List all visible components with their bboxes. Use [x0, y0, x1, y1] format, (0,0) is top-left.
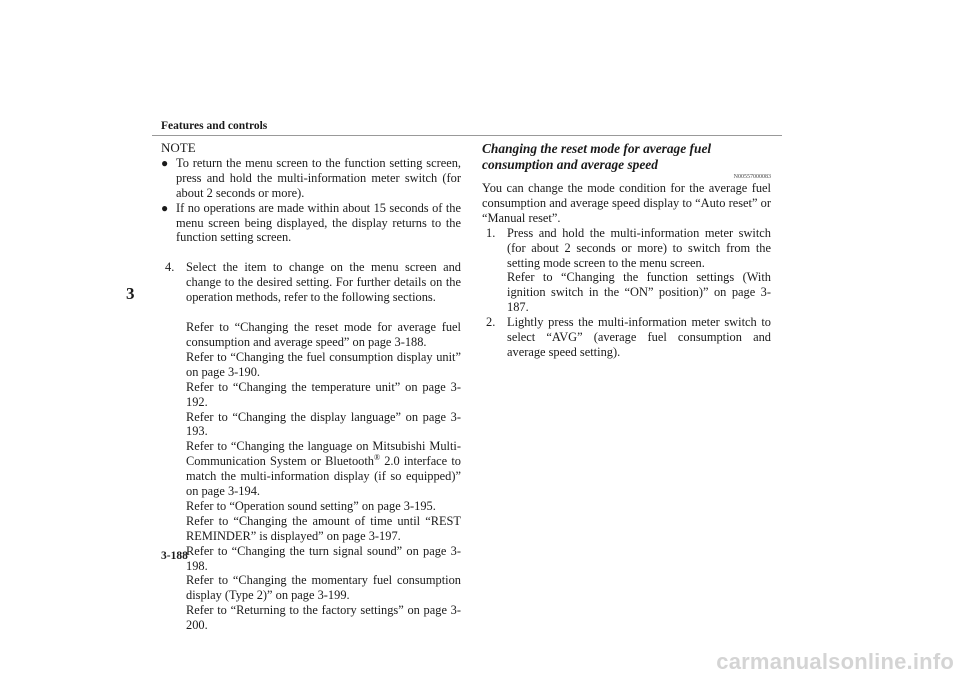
right-column	[482, 141, 771, 360]
reference-list	[161, 320, 461, 633]
reference-item: Refer to “Changing the momentary fuel consumption display (Type 2)” on page 3-199.	[186, 573, 461, 603]
step-number: 1.	[486, 225, 496, 240]
reference-item: Refer to “Returning to the factory settings” on page 3-200.	[186, 603, 461, 633]
reference-item: Refer to “Operation sound setting” on page 3-195.	[186, 498, 436, 513]
step-reference: Refer to “Changing the function settings (With ignition switch in the “ON” position)” on page 3-187.	[507, 270, 771, 315]
left-column	[161, 141, 461, 633]
step-item	[161, 260, 461, 305]
step-number: 4.	[165, 260, 175, 275]
step-item	[482, 315, 771, 360]
reference-item: Refer to “Changing the display language” on page 3-193.	[186, 409, 461, 439]
section-intro: You can change the mode condition for the average fuel consumption and average speed display to “Auto reset” or “Manual reset”.	[482, 181, 771, 225]
note-heading: NOTE	[161, 140, 196, 155]
bullet-dot-icon: ●	[161, 200, 169, 215]
note-bullet	[161, 201, 461, 246]
reference-item: Refer to “Changing the temperature unit” on page 3-192.	[186, 379, 461, 409]
section-tab-number: 3	[126, 284, 135, 303]
note-bullet-text: To return the menu screen to the function setting screen, press and hold the multi-information meter switch (for about 2 seconds or more).	[176, 155, 461, 200]
step-text: Press and hold the multi-information meter switch (for about 2 seconds or more) to switch from the setting mode screen to the menu screen.	[507, 225, 771, 270]
reference-item: Refer to “Changing the fuel consumption display unit” on page 3-190.	[186, 349, 461, 379]
header-divider	[152, 135, 782, 136]
step-number: 2.	[486, 315, 496, 330]
step-item	[482, 226, 771, 315]
registered-mark: ®	[373, 453, 381, 463]
reference-item: Refer to “Changing the reset mode for average fuel consumption and average speed” on page 3-188.	[186, 320, 461, 349]
reference-item: Refer to “Changing the amount of time until “REST REMINDER” is displayed” on page 3-197.	[186, 513, 461, 543]
section-title: Changing the reset mode for average fuel consumption and average speed	[482, 141, 712, 172]
reference-item: Refer to “Changing the turn signal sound” on page 3-198.	[186, 543, 461, 573]
note-bullet	[161, 156, 461, 201]
page-number: 3-188	[161, 550, 188, 562]
watermark-logo: carmanualsonline.info	[716, 649, 954, 674]
page-header-title: Features and controls	[161, 120, 268, 132]
step-text: Select the item to change on the menu screen and change to the desired setting. For further details on the operation methods, refer to the following sections.	[186, 260, 461, 305]
step-text: Lightly press the multi-information meter switch to select “AVG” (average fuel consumption and average speed setting).	[507, 315, 771, 359]
note-bullet-text: If no operations are made within about 15 seconds of the menu screen being displayed, the display returns to the function setting screen.	[176, 200, 461, 245]
bullet-dot-icon: ●	[161, 155, 169, 170]
reference-item: Refer to “Changing the language on Mitsubishi Multi-Communication System or Bluetooth® 2.0 interface to match the multi-information display (if so equipped)” on page 3-194.	[186, 439, 461, 499]
section-code: N00557000083	[733, 174, 771, 180]
